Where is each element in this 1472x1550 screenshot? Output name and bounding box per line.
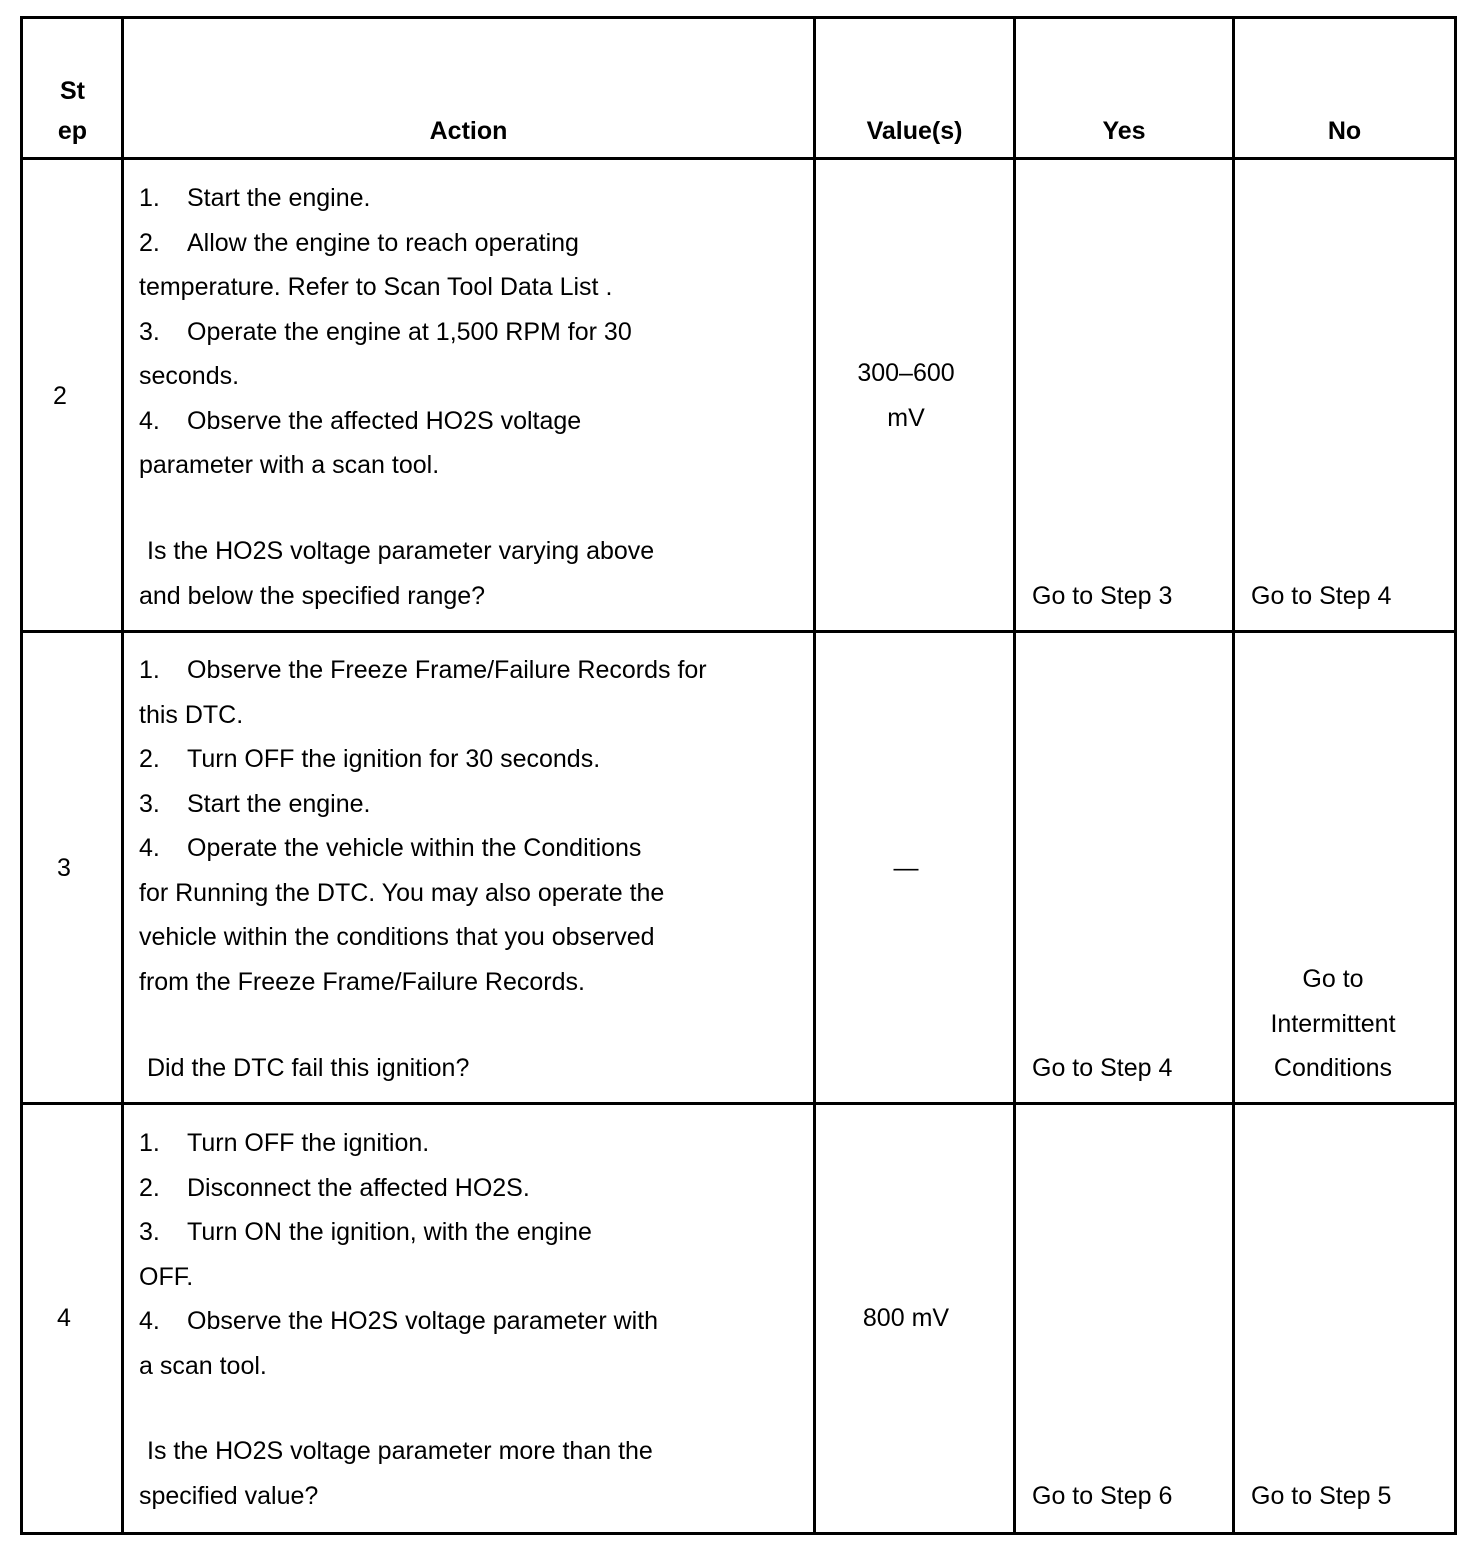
step-number: 2 (53, 382, 67, 410)
step-number: 4 (57, 1304, 71, 1332)
yes-link: Go to Step 3 (1032, 582, 1173, 610)
table-border-right (1454, 16, 1457, 1535)
value-cell: — (893, 854, 919, 882)
row-divider (20, 630, 1457, 633)
no-link: Go to Step 5 (1251, 1482, 1392, 1510)
table-border-left (20, 16, 23, 1535)
column-divider (1232, 16, 1235, 1535)
step-number: 3 (57, 854, 71, 882)
row-divider (20, 1102, 1457, 1105)
header-no: No (1327, 117, 1362, 145)
table-border-top (20, 16, 1457, 19)
column-divider (1013, 16, 1016, 1535)
header-step: St ep (57, 77, 88, 145)
action-steps: 1. Observe the Freeze Frame/Failure Records for this DTC. 2. Turn OFF the ignition for 30 seconds. 3. Start the engine. 4. Operate the vehicle within the Conditions for Running the DTC. You may also operate the vehicle within the conditions that you observed from the Freeze Frame/Failure Records. (139, 656, 707, 996)
value-cell: 300–600 mV (857, 359, 955, 432)
header-divider (20, 157, 1457, 160)
action-question: Is the HO2S voltage parameter more than the specified value? (139, 1437, 653, 1510)
header-values: Value(s) (866, 117, 963, 145)
column-divider (121, 16, 124, 1535)
diagnostic-table (20, 16, 1457, 1535)
action-question: Is the HO2S voltage parameter varying above and below the specified range? (139, 537, 655, 610)
action-steps: 1. Start the engine. 2. Allow the engine to reach operating temperature. Refer to Scan Tool Data List . 3. Operate the engine at 1,500 RPM for 30 seconds. 4. Observe the affected HO2S voltage parameter with a scan tool. (139, 184, 632, 479)
value-cell: 800 mV (862, 1304, 950, 1332)
action-steps: 1. Turn OFF the ignition. 2. Disconnect the affected HO2S. 3. Turn ON the ignition, with the engine OFF. 4. Observe the HO2S voltage parameter with a scan tool. (139, 1129, 659, 1380)
action-question: Did the DTC fail this ignition? (147, 1054, 470, 1082)
header-yes: Yes (1102, 117, 1146, 145)
no-link: Go to Step 4 (1251, 582, 1392, 610)
table-border-bottom (20, 1532, 1457, 1535)
header-action: Action (429, 117, 508, 145)
no-link: Go to Intermittent Conditions (1270, 965, 1396, 1082)
yes-link: Go to Step 6 (1032, 1482, 1173, 1510)
yes-link: Go to Step 4 (1032, 1054, 1173, 1082)
